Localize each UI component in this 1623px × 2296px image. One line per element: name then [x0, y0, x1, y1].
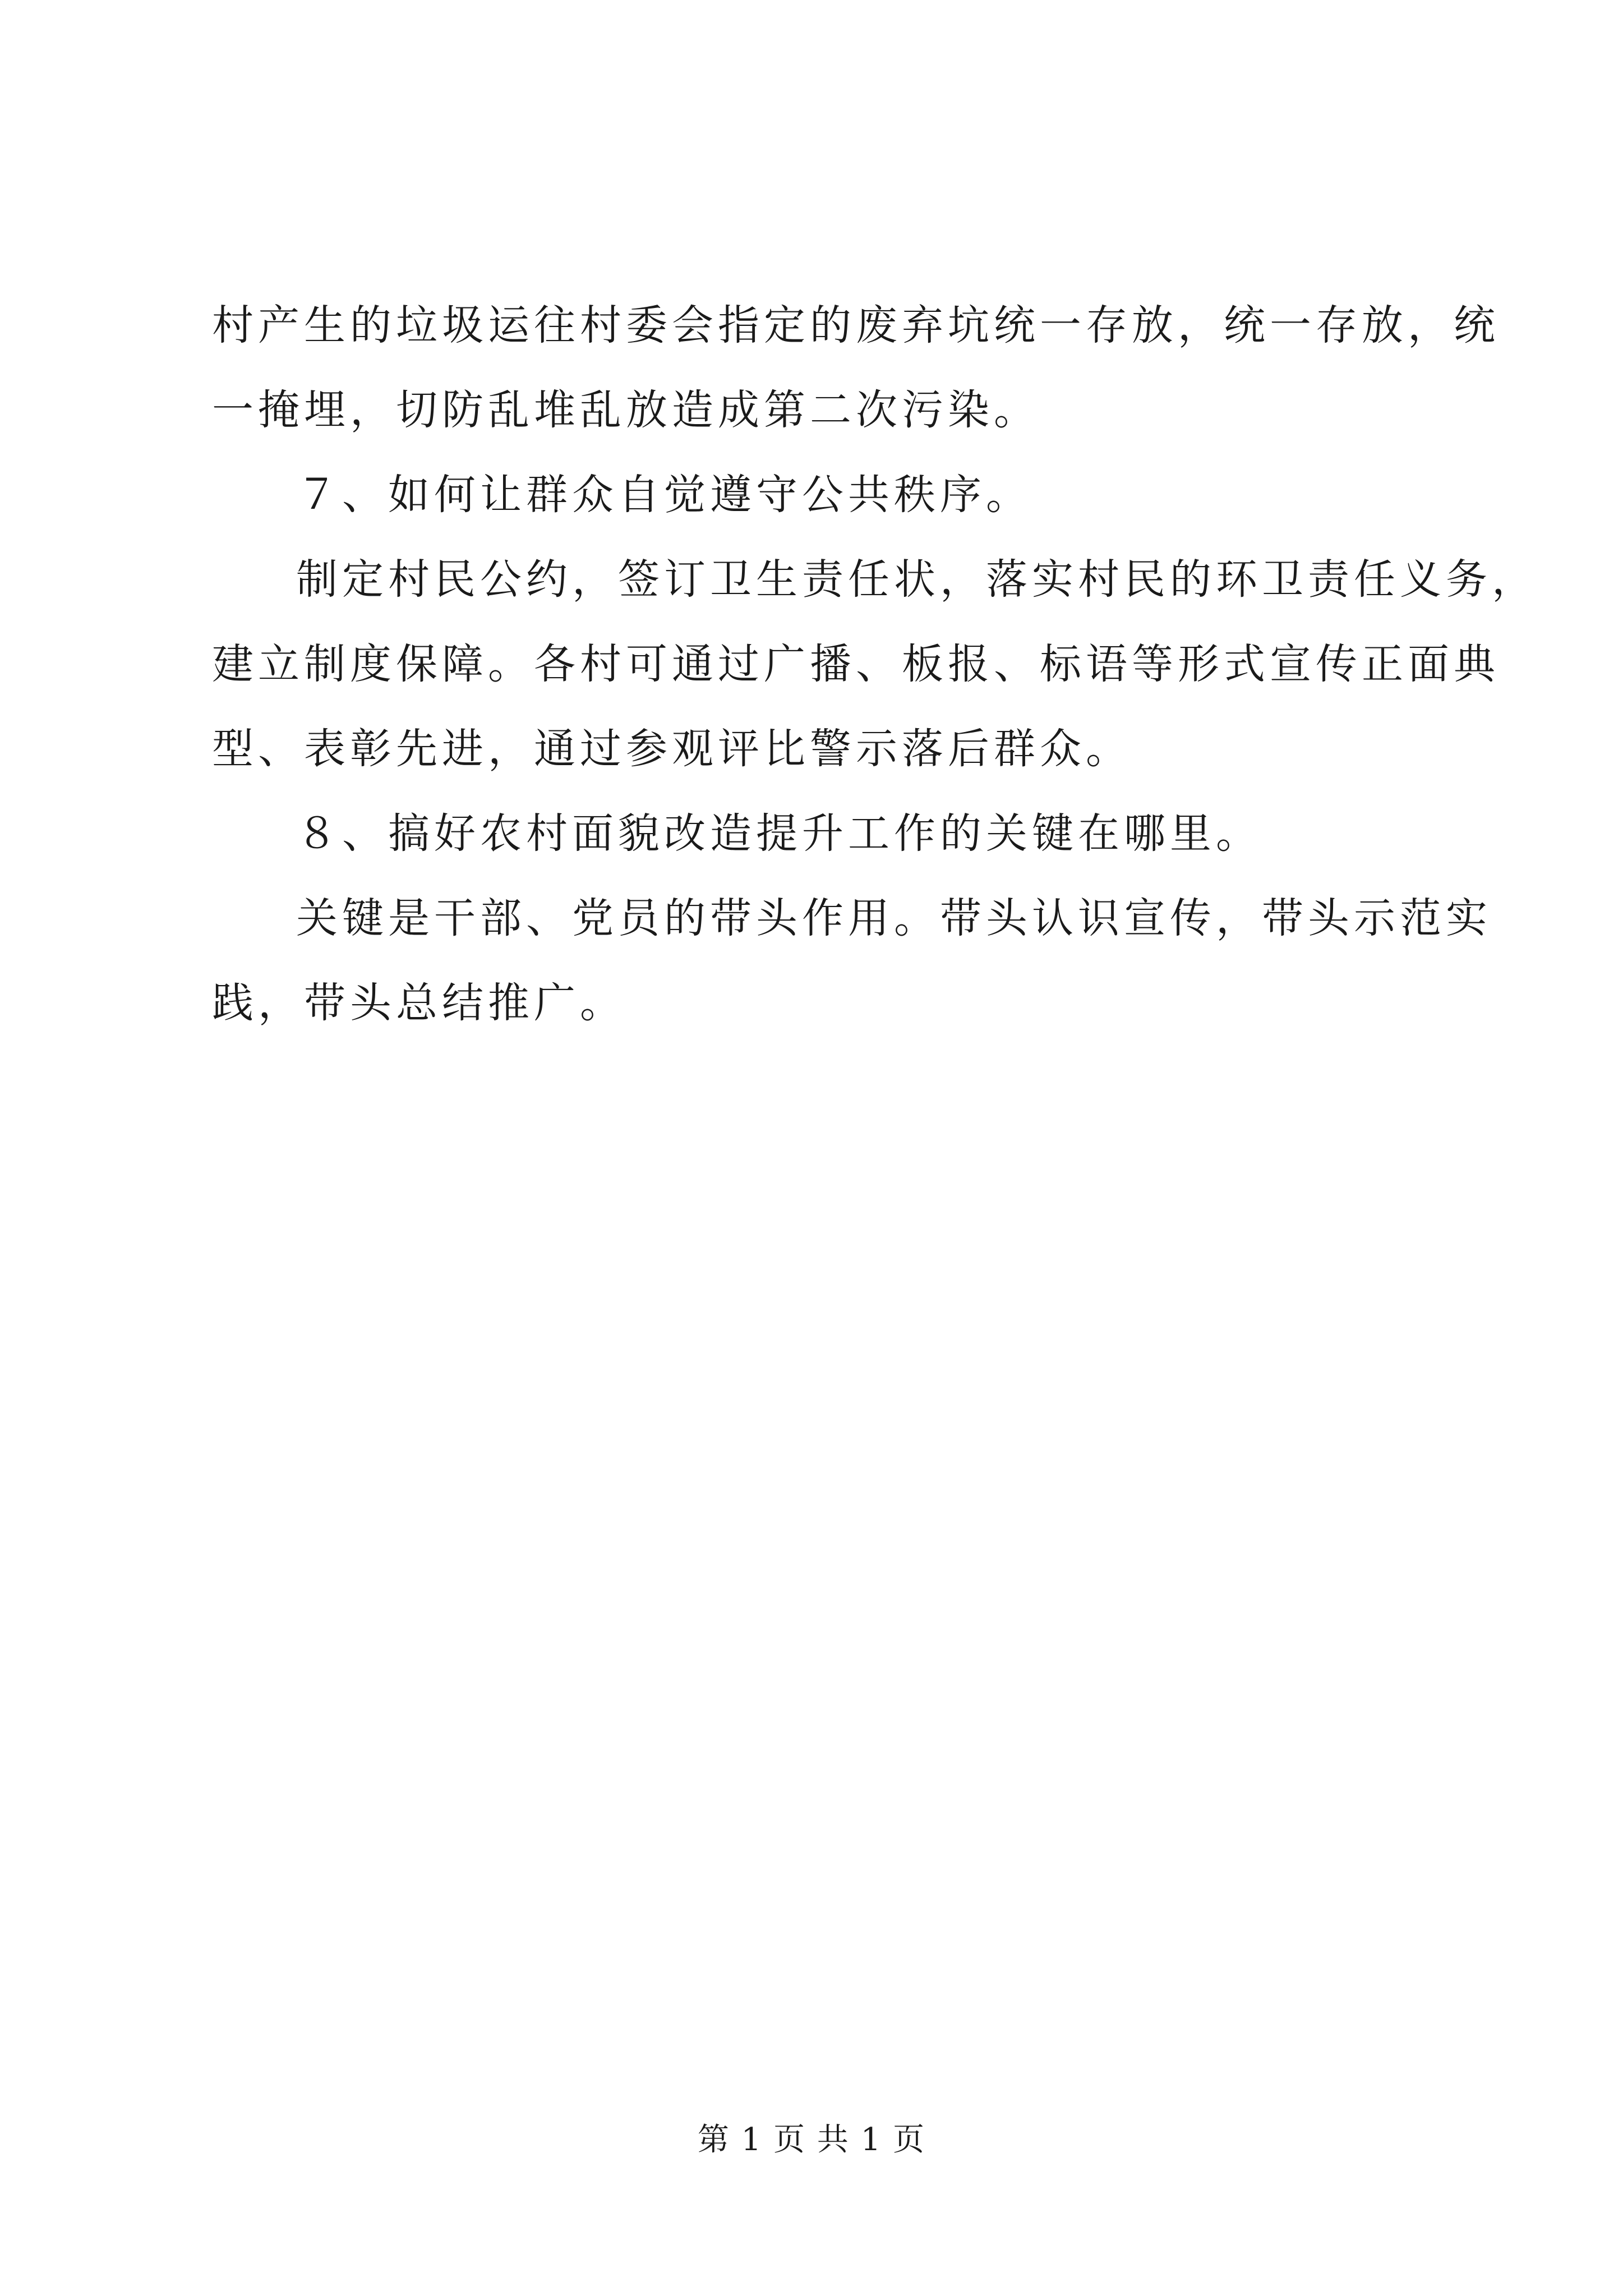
text-line: 制定村民公约，签订卫生责任状，落实村民的环卫责任义务， — [296, 555, 1538, 604]
text-line: ７、如何让群众自觉遵守公共秩序。 — [296, 471, 1032, 519]
text-line: 一掩埋，切防乱堆乱放造成第二次污染。 — [212, 386, 1040, 434]
text-line: 践，带头总结推广。 — [212, 979, 626, 1027]
text-line: 村产生的垃圾运往村委会指定的废弃坑统一存放，统一存放，统 — [212, 301, 1500, 349]
text-line: 型、表彰先进，通过参观评比警示落后群众。 — [212, 725, 1132, 773]
page-footer: 第 1 页 共 1 页 — [697, 2122, 926, 2158]
text-line: ８、搞好农村面貌改造提升工作的关键在哪里。 — [296, 809, 1262, 858]
text-line: 关键是干部、党员的带头作用。带头认识宣传，带头示范实 — [296, 894, 1492, 942]
text-line: 建立制度保障。各村可通过广播、板报、标语等形式宣传正面典 — [212, 640, 1500, 688]
